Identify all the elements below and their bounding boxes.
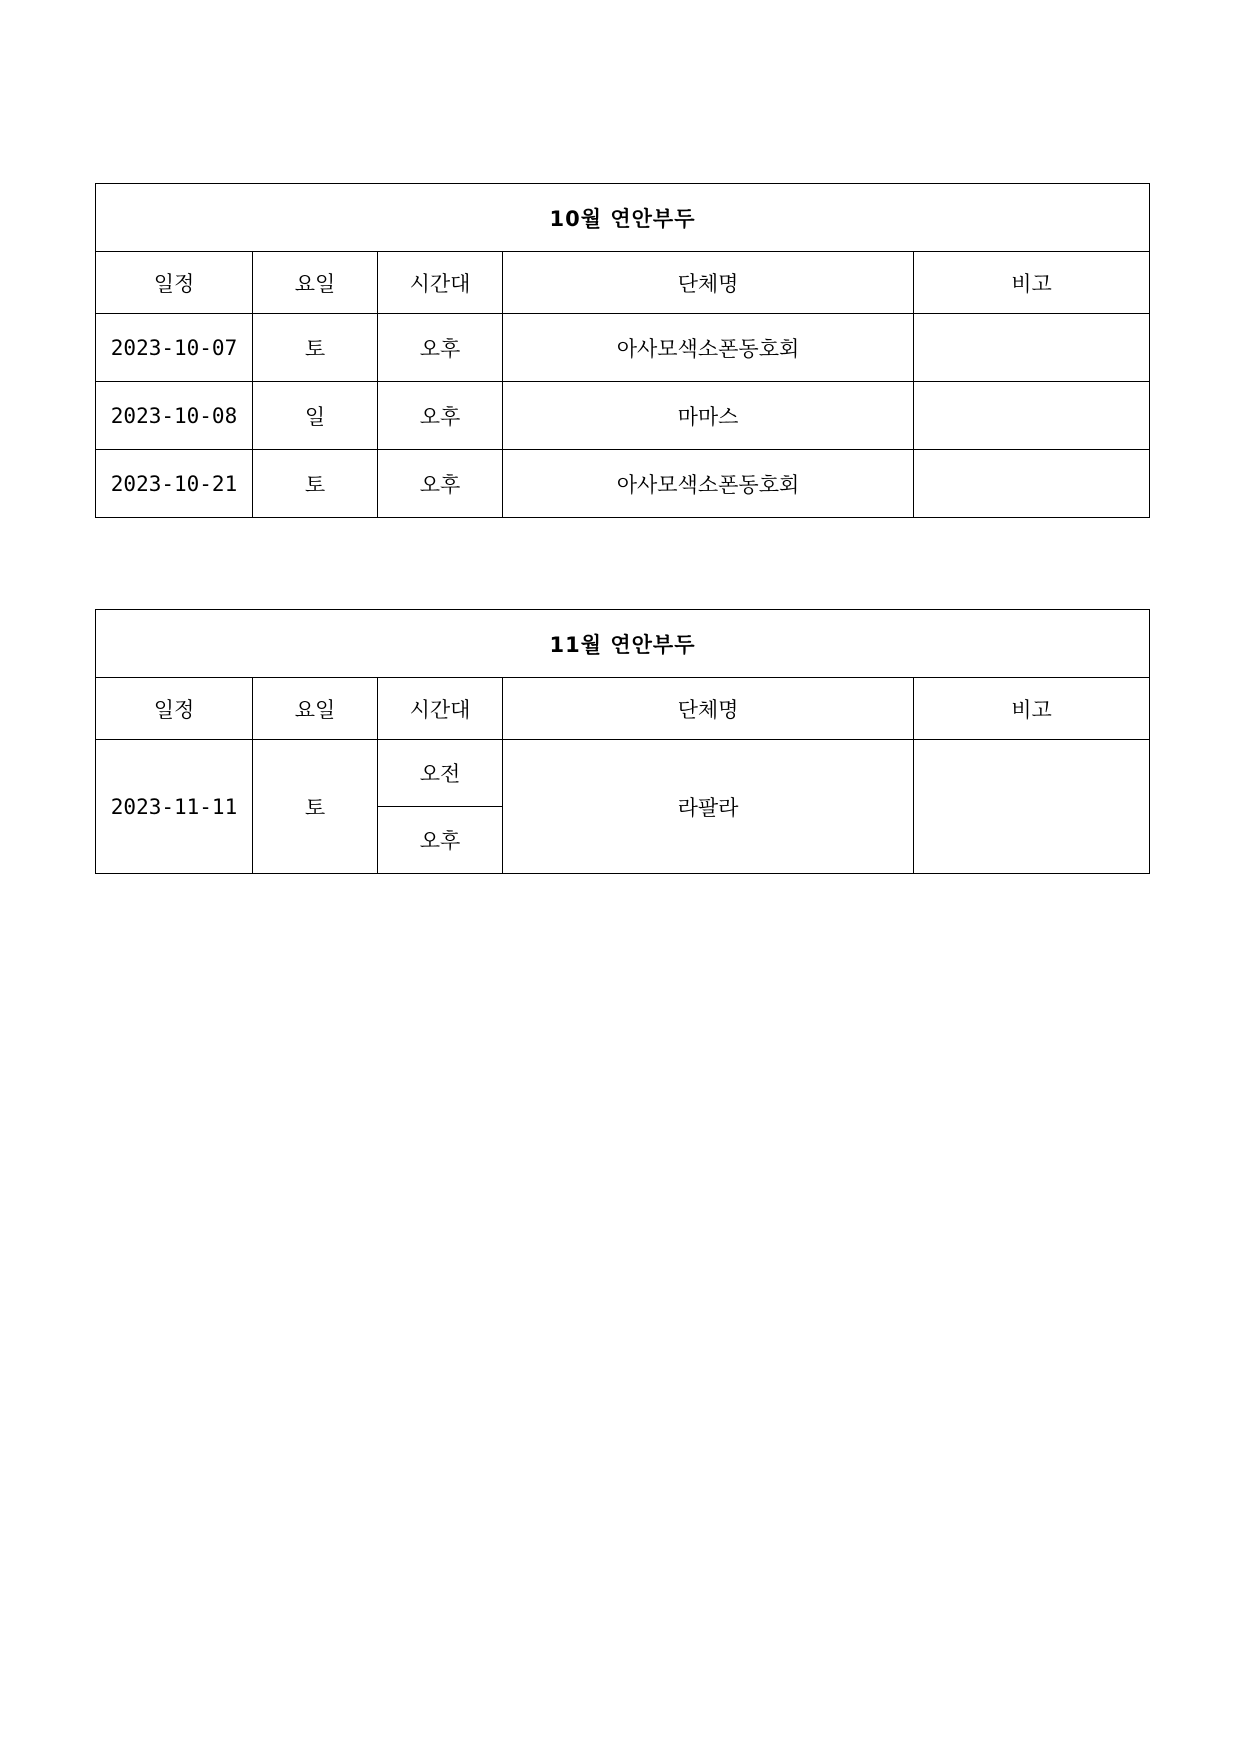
column-header-date: 일정 <box>96 252 253 314</box>
october-table-title: 10월 연안부두 <box>96 184 1150 252</box>
october-header-row <box>96 252 1150 314</box>
column-header-note: 비고 <box>914 678 1150 740</box>
group-cell: 아사모색소폰동호회 <box>503 450 914 518</box>
november-header-row <box>96 678 1150 740</box>
column-header-group: 단체명 <box>503 252 914 314</box>
date-cell: 2023-10-21 <box>96 450 253 518</box>
column-header-time: 시간대 <box>378 252 503 314</box>
day-cell: 일 <box>253 382 378 450</box>
note-cell <box>914 314 1150 382</box>
day-cell: 토 <box>253 314 378 382</box>
group-cell: 라팔라 <box>503 740 914 874</box>
note-cell <box>914 740 1150 874</box>
time-cell: 오후 <box>378 314 503 382</box>
column-header-note: 비고 <box>914 252 1150 314</box>
column-header-day: 요일 <box>253 678 378 740</box>
october-schedule-table <box>95 183 1150 518</box>
table-row <box>96 382 1150 450</box>
note-cell <box>914 382 1150 450</box>
table-row <box>96 314 1150 382</box>
date-cell: 2023-10-07 <box>96 314 253 382</box>
column-header-time: 시간대 <box>378 678 503 740</box>
note-cell <box>914 450 1150 518</box>
time-cell: 오후 <box>378 450 503 518</box>
date-cell: 2023-10-08 <box>96 382 253 450</box>
day-cell: 토 <box>253 450 378 518</box>
day-cell: 토 <box>253 740 378 874</box>
november-schedule-table <box>95 609 1150 874</box>
table-row <box>96 450 1150 518</box>
time-cell-morning: 오전 <box>378 740 503 807</box>
november-table-title: 11월 연안부두 <box>96 610 1150 678</box>
column-header-day: 요일 <box>253 252 378 314</box>
time-cell-afternoon: 오후 <box>378 807 503 874</box>
group-cell: 아사모색소폰동호회 <box>503 314 914 382</box>
group-cell: 마마스 <box>503 382 914 450</box>
time-cell: 오후 <box>378 382 503 450</box>
column-header-group: 단체명 <box>503 678 914 740</box>
date-cell: 2023-11-11 <box>96 740 253 874</box>
table-row <box>96 740 1150 807</box>
column-header-date: 일정 <box>96 678 253 740</box>
